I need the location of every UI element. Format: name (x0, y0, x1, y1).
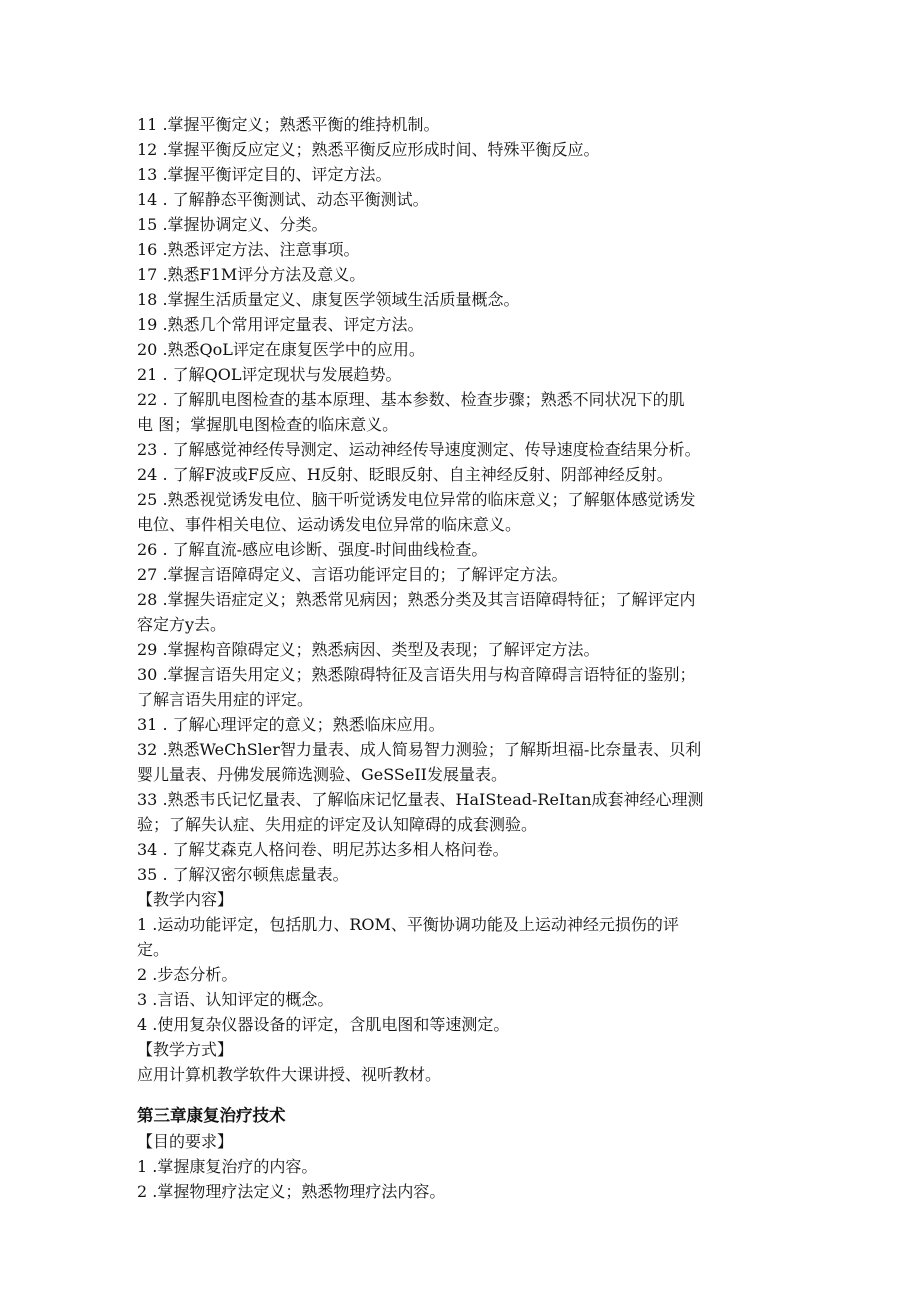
content-line: 定。 (137, 940, 170, 959)
objective-line: 电 图；掌握肌电图检查的临床意义。 (137, 415, 399, 434)
chapter-section (137, 1103, 800, 1204)
objective-line: 了解言语失用症的评定。 (137, 690, 314, 709)
content-line: 1 .运动功能评定，包括肌力、ROM、平衡协调功能及上运动神经元损伤的评 (137, 915, 679, 934)
section-header: 【目的要求】 (137, 1132, 234, 1151)
objective-line: 26 . 了解直流-感应电诊断、强度-时间曲线检查。 (137, 540, 488, 559)
content-line: 4 .使用复杂仪器设备的评定，含肌电图和等速测定。 (137, 1015, 510, 1034)
objective-line: 34 . 了解艾森克人格问卷、明尼苏达多相人格问卷。 (137, 840, 509, 859)
teaching-method-section (137, 1037, 800, 1087)
objective-line: 28 .掌握失语症定义；熟悉常见病因；熟悉分类及其言语障碍特征；了解评定内 (137, 590, 696, 609)
objective-line: 16 .熟悉评定方法、注意事项。 (137, 240, 360, 259)
objective-line: 验；了解失认症、失用症的评定及认知障碍的成套测验。 (137, 815, 538, 834)
objective-line: 12 .掌握平衡反应定义；熟悉平衡反应形成时间、特殊平衡反应。 (137, 140, 600, 159)
objective-line: 35 . 了解汉密尔顿焦虑量表。 (137, 865, 349, 884)
objective-line: 1 .掌握康复治疗的内容。 (137, 1157, 318, 1176)
objective-line: 17 .熟悉F1M评分方法及意义。 (137, 265, 366, 284)
objective-line: 30 .掌握言语失用定义；熟悉隙碍特征及言语失用与构音障碍言语特征的鉴别； (137, 665, 696, 684)
objective-line: 11 .掌握平衡定义；熟悉平衡的维持机制。 (137, 115, 440, 134)
content-line: 2 .步态分析。 (137, 965, 238, 984)
objective-line: 14 . 了解静态平衡测试、动态平衡测试。 (137, 190, 429, 209)
objective-line: 22 . 了解肌电图检查的基本原理、基本参数、检查步骤；熟悉不同状况下的肌 (137, 390, 685, 409)
objective-line: 19 .熟悉几个常用评定量表、评定方法。 (137, 315, 424, 334)
objective-line: 15 .掌握协调定义、分类。 (137, 215, 328, 234)
objective-line: 24 . 了解F波或F反应、H反射、眨眼反射、自主神经反射、阴部神经反射。 (137, 465, 673, 484)
objective-line: 20 .熟悉QoL评定在康复医学中的应用。 (137, 340, 425, 359)
objective-line: 13 .掌握平衡评定目的、评定方法。 (137, 165, 392, 184)
section-header: 【教学方式】 (137, 1040, 234, 1059)
section-header: 【教学内容】 (137, 890, 234, 909)
objective-line: 29 .掌握构音隙碍定义；熟悉病因、类型及表现；了解评定方法。 (137, 640, 600, 659)
objective-line: 27 .掌握言语障碍定义、言语功能评定目的；了解评定方法。 (137, 565, 568, 584)
objective-line: 31 . 了解心理评定的意义；熟悉临床应用。 (137, 715, 445, 734)
objectives-list (137, 112, 800, 887)
spacer (137, 1087, 800, 1103)
objective-line: 18 .掌握生活质量定义、康复医学领域生活质量概念。 (137, 290, 520, 309)
objective-line: 25 .熟悉视觉诱发电位、脑干听觉诱发电位异常的临床意义；了解躯体感觉诱发 (137, 490, 696, 509)
objective-line: 33 .熟悉韦氏记忆量表、了解临床记忆量表、HaIStead-ReItan成套神经心理测 (137, 790, 704, 809)
content-line: 3 .言语、认知评定的概念。 (137, 990, 334, 1009)
objective-line: 电位、事件相关电位、运动诱发电位异常的临床意义。 (137, 515, 522, 534)
teaching-content-section (137, 887, 800, 1037)
chapter-title: 第三章康复治疗技术 (137, 1106, 286, 1125)
objective-line: 2 .掌握物理疗法定义；熟悉物理疗法内容。 (137, 1182, 446, 1201)
objective-line: 容定方y去。 (137, 615, 227, 634)
objective-line: 32 .熟悉WeChSler智力量表、成人简易智力测验；了解斯坦福-比奈量表、贝利 (137, 740, 702, 759)
method-text: 应用计算机教学软件大课讲授、视听教材。 (137, 1065, 442, 1084)
objective-line: 婴儿量表、丹佛发展筛选测验、GeSSeII发展量表。 (137, 765, 508, 784)
objective-line: 23 . 了解感觉神经传导测定、运动神经传导速度测定、传导速度检查结果分析。 (137, 440, 701, 459)
objective-line: 21 . 了解QOL评定现状与发展趋势。 (137, 365, 402, 384)
